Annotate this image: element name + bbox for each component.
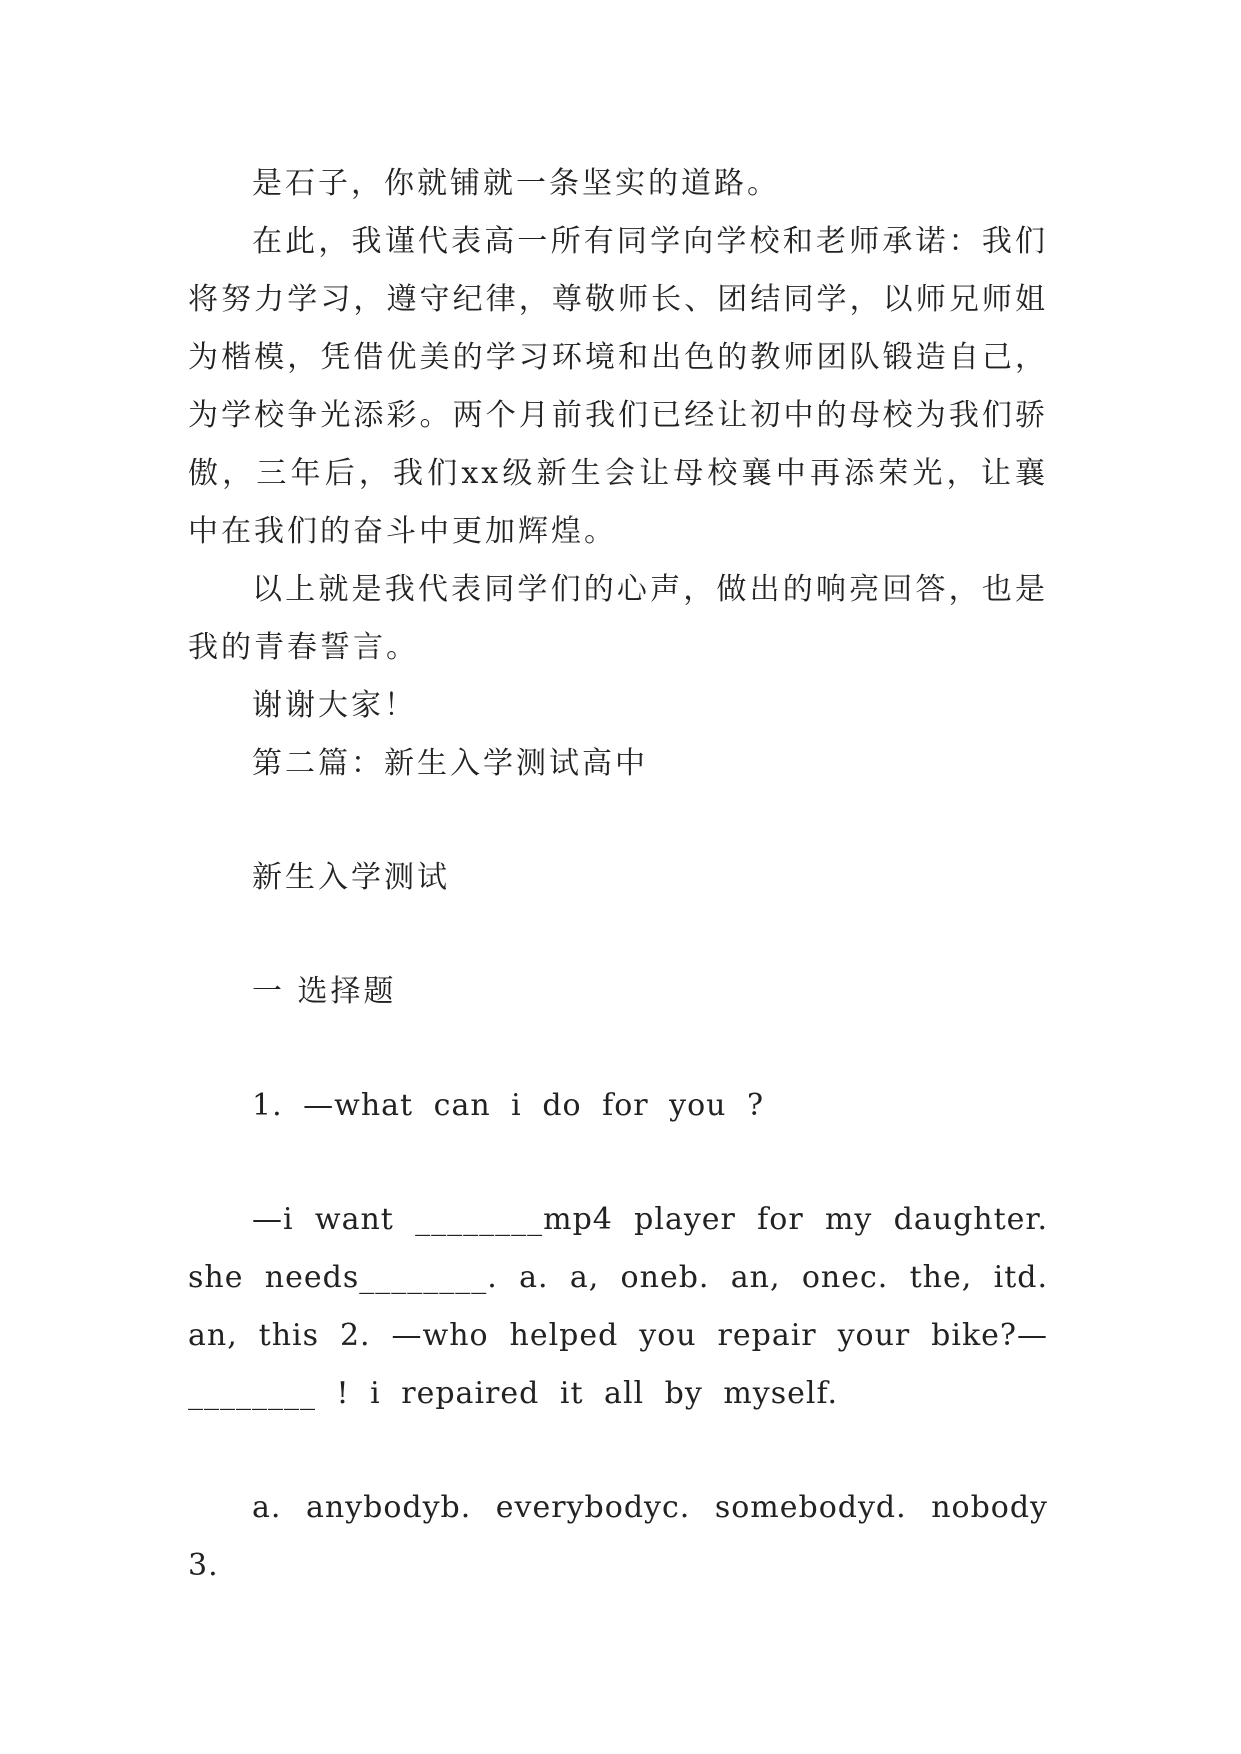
question-1-2-body: —i want ________mp4 player for my daughter. she needs________. a. a, oneb. an, onec. the, itd. an, this 2. —who helped you repair your bike?—________ ! i repaired it all by myself. <box>188 1202 1048 1411</box>
paragraph-stone-road: 是石子，你就铺就一条坚实的道路。 <box>252 166 780 201</box>
blank-line <box>188 793 1048 849</box>
question-1-prompt: 1. —what can i do for you ? <box>252 1088 765 1123</box>
blank-line <box>188 1423 1048 1479</box>
blank-line <box>188 1021 1048 1077</box>
paragraph-youth-vow: 以上就是我代表同学们的心声，做出的响亮回答，也是我的青春誓言。 <box>188 572 1048 665</box>
document-body <box>188 155 1048 1595</box>
blank-line <box>188 907 1048 963</box>
blank-line <box>188 1135 1048 1191</box>
test-title: 新生入学测试 <box>252 860 450 895</box>
paragraph-pledge: 在此，我谨代表高一所有同学向学校和老师承诺：我们将努力学习，遵守纪律，尊敬师长、团结同学，以师兄师姐为楷模，凭借优美的学习环境和出色的教师团队锻造自己，为学校争光添彩。两个月前我们已经让初中的母校为我们骄傲，三年后，我们xx级新生会让母校襄中再添荣光，让襄中在我们的奋斗中更加辉煌。 <box>188 224 1048 549</box>
paragraph-thanks: 谢谢大家！ <box>252 688 417 723</box>
section-multiple-choice: 一 选择题 <box>252 974 397 1009</box>
question-2-options: a. anybodyb. everybodyc. somebodyd. nobody 3. <box>188 1490 1048 1583</box>
section-heading-second-article: 第二篇：新生入学测试高中 <box>252 746 648 781</box>
